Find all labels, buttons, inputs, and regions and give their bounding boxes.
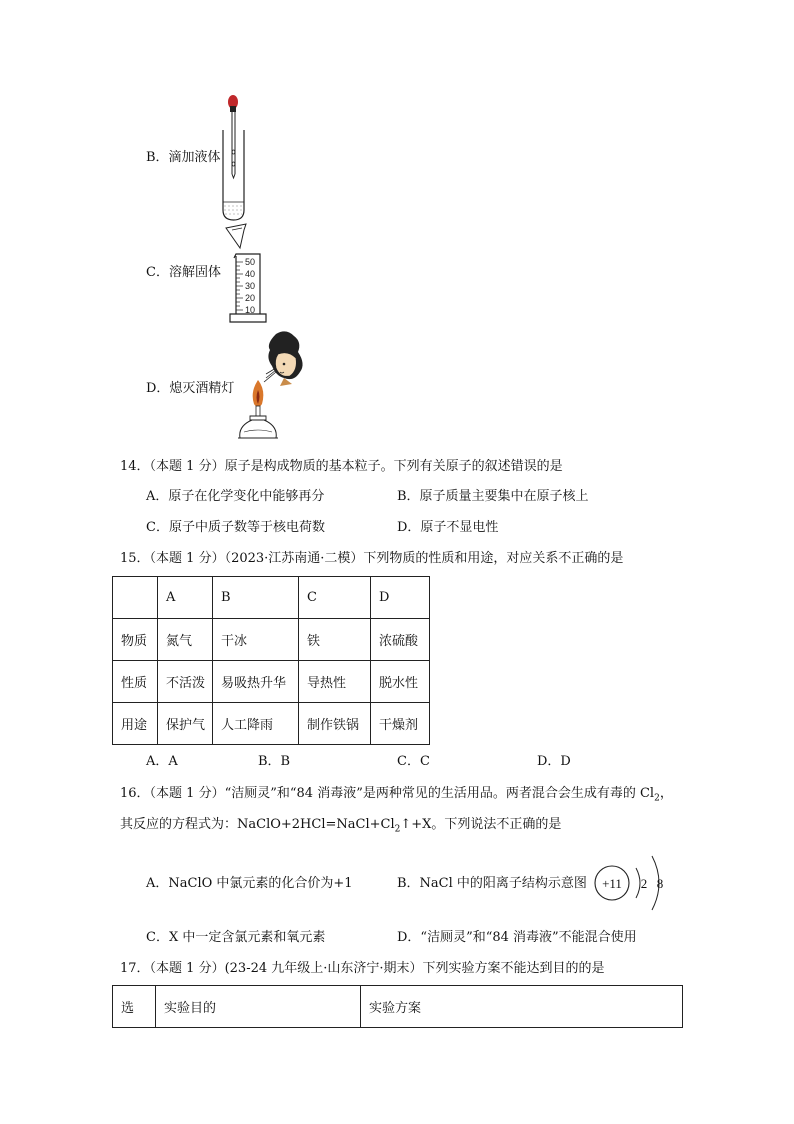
q16-subscript: 2 <box>394 824 401 835</box>
shell-2-electrons: 8 <box>656 876 664 891</box>
q15-option-d: D．D <box>537 754 571 769</box>
q16-option-b: B．NaCl 中的阳离子结构示意图 <box>397 876 587 891</box>
q15-header-cell: B <box>213 577 299 619</box>
q15-table <box>112 576 430 745</box>
q14-option-b: B．原子质量主要集中在原子核上 <box>397 489 589 504</box>
q15-row-label: 物质 <box>113 619 158 661</box>
q15-header-cell: D <box>371 577 430 619</box>
q14-stem: 14．（本题 1 分）原子是构成物质的基本粒子。下列有关原子的叙述错误的是 <box>120 459 563 474</box>
q17-stem: 17．（本题 1 分）(23-24 九年级上·山东济宁·期末）下列实验方案不能达到目的的是 <box>120 961 605 976</box>
q15-cell: 干冰 <box>213 619 299 661</box>
nucleus-charge: +11 <box>602 876 622 891</box>
q14-option-d: D．原子不显电性 <box>397 520 499 535</box>
q15-cell: 铁 <box>299 619 371 661</box>
option-c-text: C．溶解固体 <box>146 265 221 280</box>
option-d-text: D．熄灭酒精灯 <box>146 381 235 396</box>
q16-option-d: D．“洁厕灵”和“84 消毒液”不能混合使用 <box>397 930 637 945</box>
cylinder-mark-30: 30 <box>245 281 256 291</box>
q15-cell: 不活泼 <box>158 661 213 703</box>
sodium-ion-structure-diagram <box>592 850 672 914</box>
q17-header-cell: 实验目的 <box>156 986 361 1028</box>
q15-header-cell: C <box>299 577 371 619</box>
q15-cell: 制作铁锅 <box>299 703 371 745</box>
q14-option-a: A．原子在化学变化中能够再分 <box>146 489 325 504</box>
cylinder-mark-50: 50 <box>245 257 256 267</box>
q15-cell: 人工降雨 <box>213 703 299 745</box>
q17-table <box>112 985 683 1028</box>
measuring-cylinder-illustration <box>222 222 272 328</box>
q15-header-cell: A <box>158 577 213 619</box>
option-b-text: B．滴加液体 <box>146 150 221 165</box>
cylinder-mark-40: 40 <box>245 269 256 279</box>
electron-shell-1 <box>636 868 640 898</box>
q16-option-a: A．NaClO 中氯元素的化合价为+1 <box>146 876 353 891</box>
q16-option-c: C．X 中一定含氯元素和氧元素 <box>146 930 326 945</box>
q17-header-row <box>113 986 683 1028</box>
q16-stem-1-text: 16．（本题 1 分）“洁厕灵”和“84 消毒液”是两种常见的生活用品。两者混合会生成有毒的 Cl <box>120 786 655 801</box>
alcohol-lamp-illustration <box>236 328 312 446</box>
q15-cell: 氮气 <box>158 619 213 661</box>
q16-stem-line-2 <box>120 817 561 838</box>
q16-stem-1-end: ， <box>659 786 673 801</box>
q15-cell: 脱水性 <box>371 661 430 703</box>
q15-cell: 导热性 <box>299 661 371 703</box>
cylinder-mark-20: 20 <box>245 293 256 303</box>
q15-row-label: 用途 <box>113 703 158 745</box>
q15-option-c: C．C <box>397 754 430 769</box>
q17-header-cell: 实验方案 <box>361 986 683 1028</box>
dropper-test-tube-illustration <box>218 92 250 224</box>
q16-stem-2-end: ↑+X。下列说法不正确的是 <box>400 817 562 832</box>
q15-cell: 干燥剂 <box>371 703 430 745</box>
q15-option-b: B．B <box>258 754 291 769</box>
q15-table-row <box>113 619 430 661</box>
q15-table-row <box>113 703 430 745</box>
q15-cell: 易吸热升华 <box>213 661 299 703</box>
q15-table-row <box>113 661 430 703</box>
q15-row-label: 性质 <box>113 661 158 703</box>
q16-equation-text: 其反应的方程式为：NaClO+2HCl=NaCl+Cl <box>120 817 395 832</box>
shell-1-electrons: 2 <box>640 876 648 891</box>
q14-option-c: C．原子中质子数等于核电荷数 <box>146 520 325 535</box>
q15-option-a: A．A <box>146 754 178 769</box>
q15-cell: 浓硫酸 <box>371 619 430 661</box>
q15-header-row <box>113 577 430 619</box>
q15-header-cell <box>113 577 158 619</box>
q15-stem: 15．（本题 1 分）（2023·江苏南通·二模）下列物质的性质和用途，对应关系不正确的是 <box>120 551 624 566</box>
q15-cell: 保护气 <box>158 703 213 745</box>
q16-subscript: 2 <box>654 793 660 804</box>
cylinder-mark-10: 10 <box>245 305 256 315</box>
q17-header-cell: 选 <box>113 986 156 1028</box>
q16-stem-line-1 <box>120 786 673 807</box>
